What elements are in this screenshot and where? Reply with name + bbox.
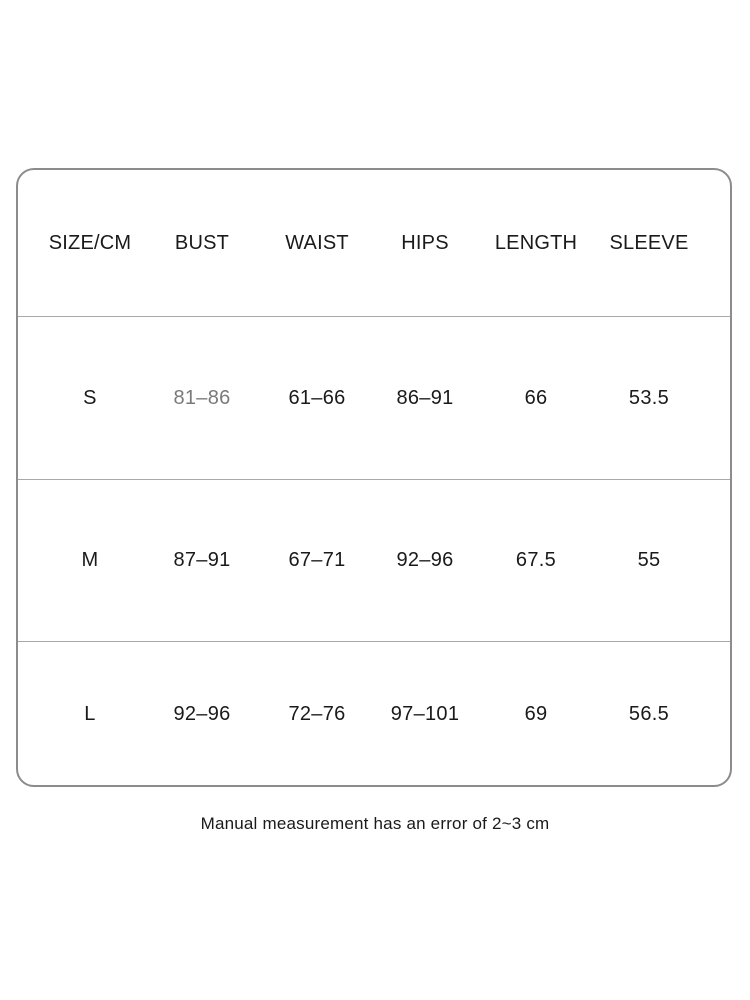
table-header-row bbox=[18, 170, 730, 316]
cell-length: 69 bbox=[524, 703, 548, 725]
table-row-l bbox=[18, 642, 730, 787]
cell-waist: 61–66 bbox=[288, 386, 346, 409]
cell-size: M bbox=[81, 549, 99, 571]
measurement-note: Manual measurement has an error of 2~3 cm bbox=[200, 814, 550, 833]
cell-size: S bbox=[83, 386, 97, 409]
cell-hips: 86–91 bbox=[396, 386, 454, 409]
header-waist: WAIST bbox=[285, 231, 349, 254]
header-size: SIZE/CM bbox=[48, 231, 132, 254]
cell-bust: 81–86 bbox=[173, 386, 231, 409]
cell-bust: 87–91 bbox=[173, 549, 231, 571]
table-row-m bbox=[18, 480, 730, 641]
cell-bust: 92–96 bbox=[173, 703, 231, 725]
cell-sleeve: 56.5 bbox=[628, 703, 670, 725]
header-length: LENGTH bbox=[494, 231, 578, 254]
header-hips: HIPS bbox=[401, 231, 449, 254]
cell-hips: 92–96 bbox=[396, 549, 454, 571]
cell-waist: 72–76 bbox=[288, 703, 346, 725]
cell-sleeve: 53.5 bbox=[628, 386, 670, 409]
cell-length: 67.5 bbox=[515, 549, 557, 571]
cell-waist: 67–71 bbox=[288, 549, 346, 571]
cell-sleeve: 55 bbox=[637, 549, 661, 571]
header-bust: BUST bbox=[174, 231, 230, 254]
cell-length: 66 bbox=[524, 386, 548, 409]
cell-hips: 97–101 bbox=[390, 703, 460, 725]
header-sleeve: SLEEVE bbox=[609, 231, 689, 254]
size-chart-table bbox=[16, 168, 732, 787]
cell-size: L bbox=[84, 703, 96, 725]
table-row-s bbox=[18, 317, 730, 479]
